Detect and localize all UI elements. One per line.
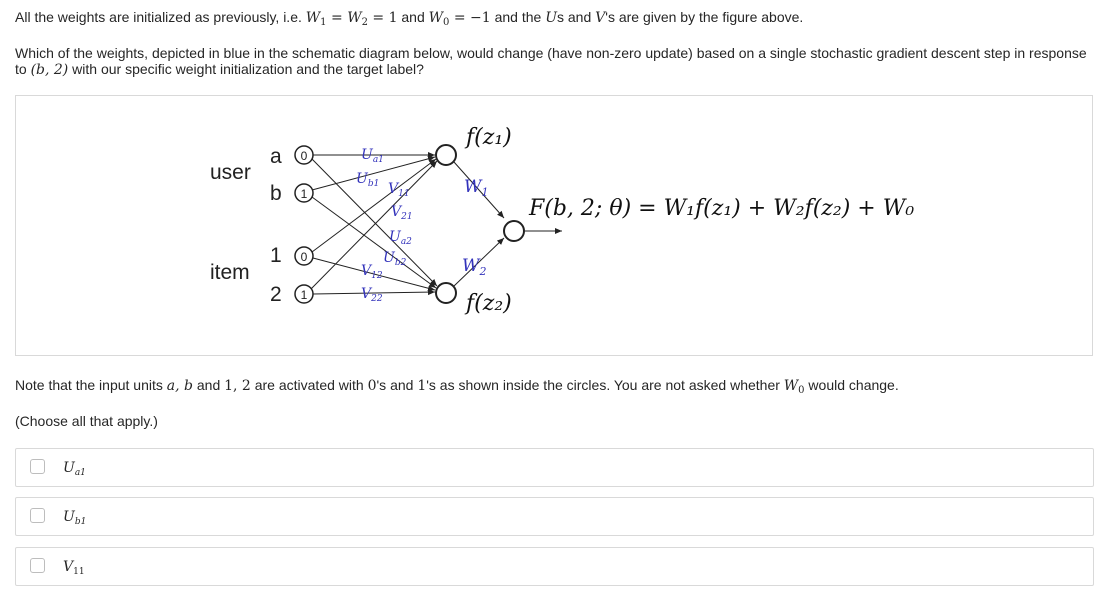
w2-symbol: W bbox=[347, 10, 362, 26]
output-unit bbox=[504, 221, 524, 241]
network-svg bbox=[16, 96, 1092, 355]
item-label: item bbox=[210, 261, 250, 284]
input-value-2: 1 bbox=[300, 288, 308, 302]
output-formula: F(b, 2; θ) = W₁f(z₁) + W₂f(z₂) + W₀ bbox=[529, 196, 915, 221]
option-ub1[interactable] bbox=[15, 497, 1094, 536]
w1-sub: 1 bbox=[320, 17, 327, 28]
intro-part: s and bbox=[557, 9, 596, 25]
hidden-unit-1 bbox=[436, 145, 456, 165]
user-label: user bbox=[210, 161, 251, 184]
weight-label-v21: $V_{21}$ bbox=[391, 204, 413, 222]
note-vars: a, b bbox=[166, 378, 193, 394]
weight-label-w2: $W_2$ bbox=[462, 256, 487, 278]
note-nums: 1, 2 bbox=[224, 378, 251, 394]
intro-eq: = −1 bbox=[449, 10, 491, 26]
note-part: are activated with bbox=[250, 377, 368, 393]
f-z2-label: f(z₂) bbox=[466, 291, 512, 316]
option-ua1[interactable] bbox=[15, 448, 1094, 487]
v-symbol: V bbox=[595, 10, 606, 26]
option-label: $U_{a1}$ bbox=[63, 460, 86, 478]
weight-label-w1: $W_1$ bbox=[464, 177, 489, 199]
option-checkbox[interactable] bbox=[30, 558, 45, 573]
intro-part: All the weights are initialized as previously, i.e. bbox=[15, 9, 306, 25]
intro-part: 's are given by the figure above. bbox=[605, 9, 804, 25]
intro-part: and the bbox=[490, 9, 546, 25]
w1-symbol: W bbox=[305, 10, 321, 26]
w0-sub: 0 bbox=[443, 17, 450, 28]
prompt-part: with our specific weight initialization and the target label? bbox=[68, 61, 424, 77]
input-name-1: 1 bbox=[270, 244, 282, 267]
input-name-2: 2 bbox=[270, 283, 282, 306]
note-one: 1 bbox=[417, 378, 427, 394]
option-v11[interactable] bbox=[15, 547, 1094, 586]
input-name-b: b bbox=[270, 182, 282, 205]
u-symbol: U bbox=[545, 10, 557, 26]
input-pair: (b, 2) bbox=[30, 62, 69, 78]
note-part: and bbox=[192, 377, 225, 393]
option-checkbox[interactable] bbox=[30, 459, 45, 474]
option-label: $U_{b1}$ bbox=[63, 509, 87, 527]
prompt-text bbox=[15, 45, 1087, 78]
w0-symbol: W bbox=[428, 10, 444, 26]
note-text bbox=[15, 377, 899, 394]
weight-label-v12: $V_{12}$ bbox=[361, 263, 383, 281]
note-part: Note that the input units bbox=[15, 377, 167, 393]
option-checkbox[interactable] bbox=[30, 508, 45, 523]
input-value-1: 0 bbox=[300, 250, 308, 264]
w0-symbol: W bbox=[783, 378, 799, 394]
w2-sub: 2 bbox=[361, 17, 368, 28]
intro-part: and bbox=[397, 9, 429, 25]
intro-text bbox=[15, 9, 803, 26]
f-z1-label: f(z₁) bbox=[466, 125, 512, 150]
input-value-b: 1 bbox=[300, 187, 308, 201]
option-label: $V_{11}$ bbox=[63, 559, 85, 577]
weight-label-ub2: $U_{b2}$ bbox=[383, 250, 407, 268]
hidden-unit-2 bbox=[436, 283, 456, 303]
weight-label-v11: $V_{11}$ bbox=[388, 181, 410, 199]
note-part: 's and bbox=[376, 377, 418, 393]
note-zero: 0 bbox=[367, 378, 377, 394]
weight-label-ua2: $U_{a2}$ bbox=[389, 229, 412, 247]
input-value-a: 0 bbox=[300, 149, 308, 163]
intro-eq: = bbox=[326, 10, 348, 26]
prompt-line: Which of the weights, depicted in blue in the schematic diagram below, would change (have non-zero update) based on a single stochastic gradient descent step in response bbox=[15, 45, 1087, 61]
weight-label-ub1: $U_{b1}$ bbox=[356, 171, 380, 189]
input-name-a: a bbox=[270, 145, 282, 168]
choose-instruction: (Choose all that apply.) bbox=[15, 413, 158, 429]
prompt-part: to bbox=[15, 61, 31, 77]
w0-sub: 0 bbox=[798, 385, 805, 396]
weight-label-ua1: $U_{a1}$ bbox=[361, 147, 384, 165]
note-part: would change. bbox=[804, 377, 899, 393]
schematic-diagram bbox=[15, 95, 1093, 356]
intro-eq: = 1 bbox=[367, 10, 398, 26]
weight-label-v22: $V_{22}$ bbox=[361, 286, 383, 304]
note-part: 's as shown inside the circles. You are not asked whether bbox=[426, 377, 784, 393]
